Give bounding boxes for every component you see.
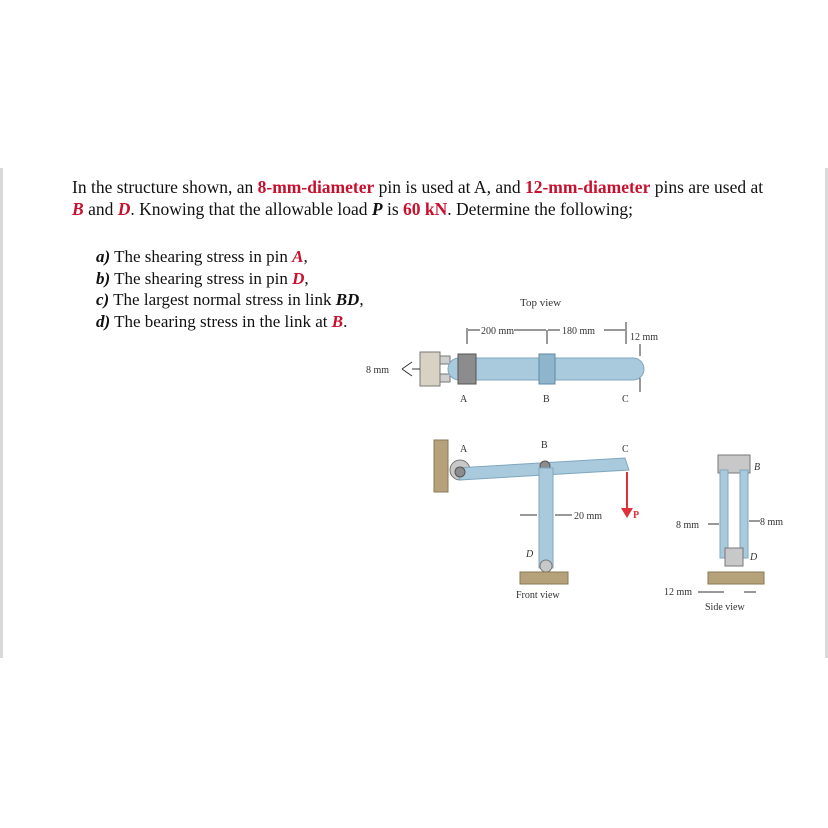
link-bd-side-right [740, 470, 748, 558]
pin-a-top [458, 354, 476, 384]
dim-200-label: 200 mm [481, 326, 515, 337]
side-label-b: B [754, 462, 761, 473]
intro-text-5: . Determine the following; [447, 199, 633, 219]
question-d: d) The bearing stress in the link at B. [96, 311, 348, 331]
top-view-label: Top view [520, 297, 562, 309]
intro-and: and [83, 199, 118, 219]
question-c: c) The largest normal stress in link BD, [96, 290, 364, 309]
question-b: b) The shearing stress in pin D, [96, 268, 309, 288]
top-label-a: A [460, 394, 468, 405]
wall-a [434, 440, 448, 492]
front-view [434, 440, 639, 601]
pin-a-size: 8-mm-diameter [257, 177, 375, 197]
pin-a-front [455, 467, 465, 477]
pin-d-label: D [117, 199, 131, 219]
top-label-c: C [622, 394, 629, 405]
top-label-b: B [543, 394, 550, 405]
pin-b-label: B [72, 199, 84, 219]
pin-b-top [539, 354, 555, 384]
front-label-d: D [526, 549, 534, 560]
dim-8-right-label: 8 mm [760, 517, 784, 528]
link-bd-front [539, 468, 553, 568]
ground-side [708, 572, 764, 584]
intro-text: In the structure shown, an [72, 177, 258, 197]
pin-d-side [725, 548, 743, 566]
dim-8-left-label: 8 mm [676, 520, 700, 531]
side-view-label: Side view [705, 602, 745, 613]
front-label-p: P [633, 510, 640, 521]
load-symbol: P [371, 199, 383, 219]
side-label-d: D [750, 552, 758, 563]
dim-8-top-label: 8 mm [366, 365, 390, 376]
pin-d-front [540, 560, 552, 572]
intro-is: is [382, 199, 404, 219]
load-value: 60 kN [403, 199, 448, 219]
dim-12-top-label: 12 mm [630, 332, 659, 343]
question-a: a) The shearing stress in pin A, [96, 247, 308, 266]
front-label-c: C [622, 444, 629, 455]
intro-text-2: pin is used at A, and [374, 177, 525, 197]
link-bd-side-left [720, 470, 728, 558]
bracket-a-top [420, 352, 440, 386]
top-view [366, 297, 658, 405]
dim-12-side-label: 12 mm [664, 587, 693, 598]
dim-180-label: 180 mm [562, 326, 596, 337]
intro-text-3: pins are used at [650, 177, 764, 197]
dim-20-label: 20 mm [574, 511, 603, 522]
front-view-label: Front view [516, 590, 560, 601]
front-label-a: A [460, 444, 468, 455]
side-view [664, 455, 783, 613]
pin-bd-size: 12-mm-diameter [524, 177, 651, 197]
intro-text-4: . Knowing that the allowable load [130, 199, 372, 219]
front-label-b: B [541, 440, 548, 451]
ground-d [520, 572, 568, 584]
